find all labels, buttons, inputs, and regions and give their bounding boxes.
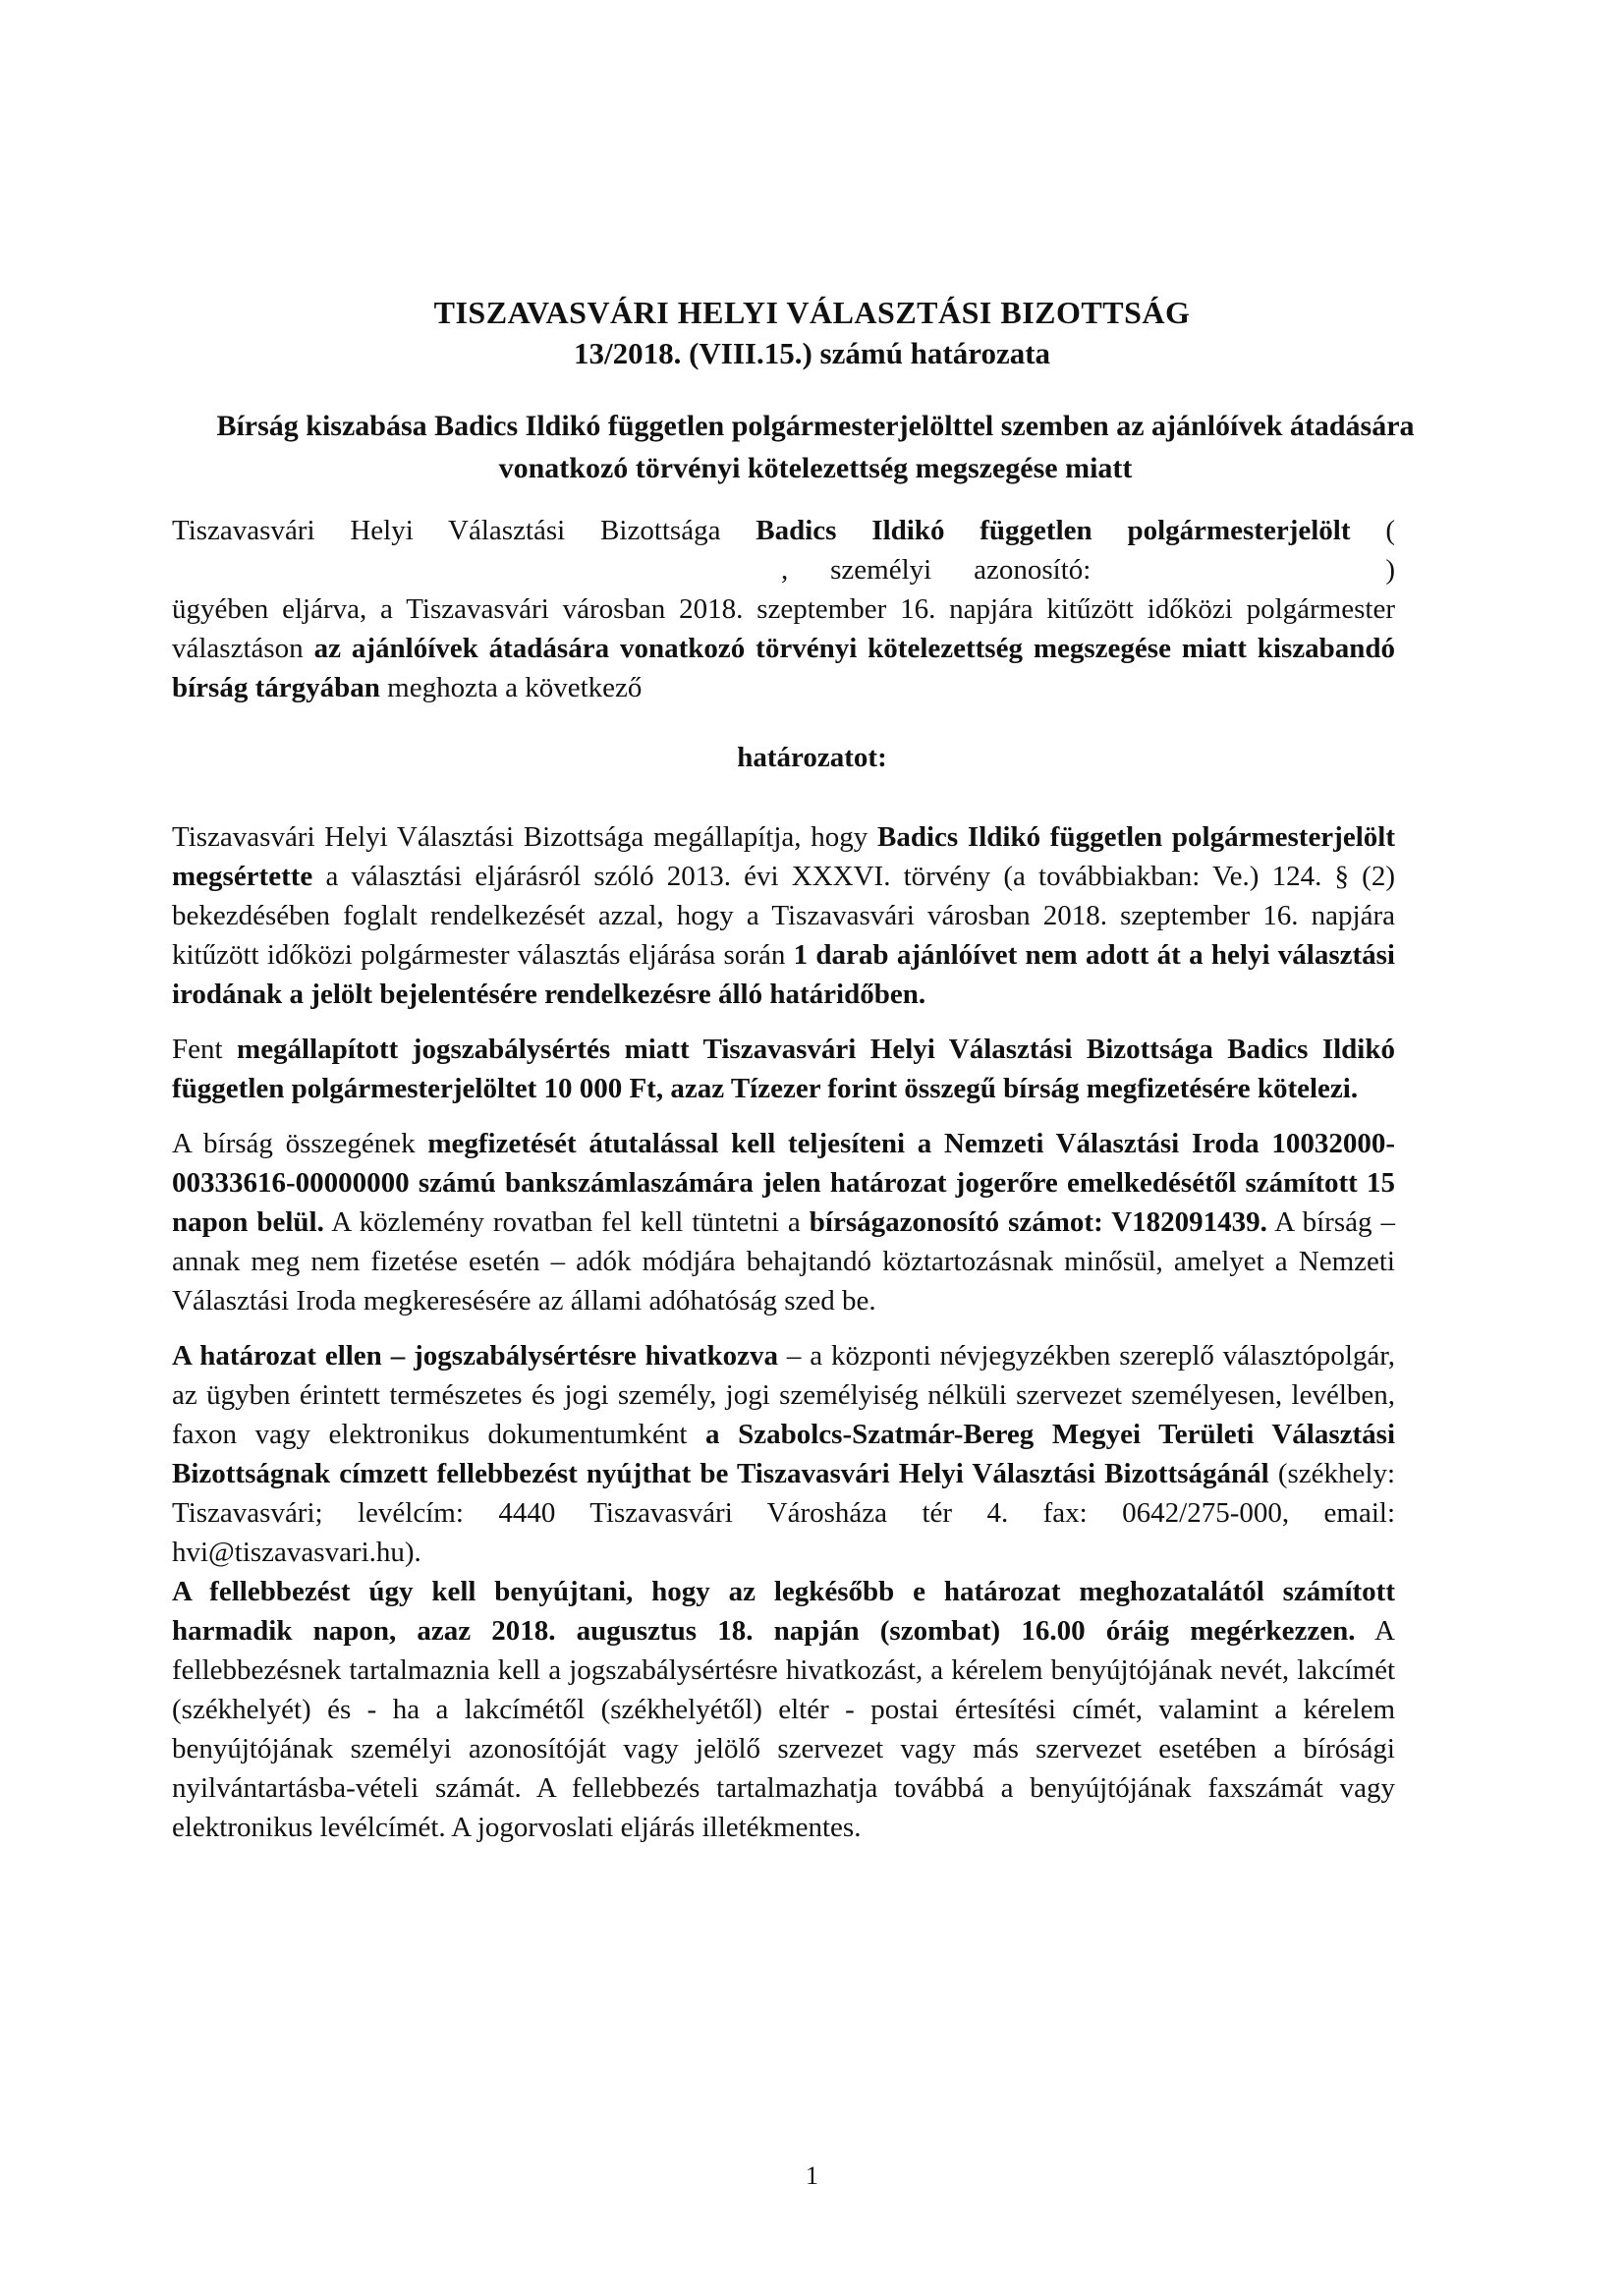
p3-text-1: A bírság összegének	[172, 1128, 428, 1159]
p4-text-1: – a központi névjegyzékben szereplő választópolgár, az ügyben érintett természetes és jogi személy, jogi személyiség nélküli szervezet személyesen, levélben, faxon vagy elektronikus dokumentumként	[172, 1340, 1395, 1450]
p3-bold-2: bírságazonosító számot: V182091439.	[809, 1206, 1267, 1238]
intro-text-4: ) ügyében eljárva, a Tiszavasvári városban 2018. szeptember 16. napjára kitűzött időközi polgármester választáson	[172, 554, 1395, 664]
intro-bold-2: az ajánlóívek átadására vonatkozó törvényi kötelezettség megszegése miatt kiszabandó bírság tárgyában	[172, 633, 1396, 703]
paragraph-appeal	[172, 1336, 1395, 1572]
p3-text-2: A közlemény rovatban fel kell tüntetni a	[323, 1206, 810, 1238]
p3-bold-1: megfizetését átutalással kell teljesíteni a Nemzeti Választási Iroda 10032000-00333616-00000000 számú bankszámlaszámára jelen határozat jogerőre emelkedésétől számított 15 napon belül.	[172, 1128, 1395, 1238]
resolution-body	[172, 817, 1395, 1863]
paragraph-finding	[172, 817, 1395, 1014]
paragraph-deadline	[172, 1572, 1395, 1847]
committee-title: TISZAVASVÁRI HELYI VÁLASZTÁSI BIZOTTSÁG	[433, 295, 1191, 330]
p5-text-1: A fellebbezésnek tartalmaznia kell a jogszabálysértésre hivatkozást, a kérelem benyújtójának nevét, lakcímét (székhelyét) és - ha a lakcímétől (székhelyétől) eltér - postai értesítési címét, valamint a kérelem benyújtójának személyi azonosítóját vagy jelölő szervezet vagy más szervezet esetében a bírósági nyilvántartásba-vételi számát. A fellebbezés tartalmazhatja továbbá a benyújtójának faxszámát vagy elektronikus levélcímét. A jogorvoslati eljárás illetékmentes.	[172, 1615, 1395, 1843]
paragraph-fine	[172, 1030, 1395, 1108]
p1-text-2: a választási eljárásról szóló 2013. évi XXXVI. törvény (a továbbiakban: Ve.) 124. § (2) bekezdésében foglalt rendelkezését azzal, hogy a Tiszavasvári városban 2018. szeptember 16. napjára kitűzött időközi polgármester választás eljárása során	[172, 861, 1395, 971]
p5-bold-1: A fellebbezést úgy kell benyújtani, hogy az legkésőbb e határozat meghozatalától számított harmadik napon, azaz 2018. augusztus 18. napján (szombat) 16.00 óráig megérkezzen.	[172, 1576, 1395, 1647]
intro-text-3: , személyi azonosító:	[781, 554, 1092, 586]
p1-bold-1: Badics Ildikó független polgármesterjelölt megsértette	[172, 821, 1395, 892]
intro-paragraph	[172, 511, 1395, 723]
intro-text-5: meghozta a következő	[379, 672, 643, 703]
p2-text-1: Fent	[172, 1034, 238, 1065]
p4-bold-1: A határozat ellen – jogszabálysértésre hivatkozva	[172, 1340, 778, 1372]
resolution-subject: Bírság kiszabása Badics Ildikó független polgármesterjelölttel szemben az ajánlóívek átadására vonatkozó törvényi kötelezettség megszegése miatt	[216, 410, 1415, 484]
page-number: 1	[806, 2161, 818, 2190]
paragraph-payment	[172, 1124, 1395, 1320]
intro-text-2: (	[1350, 515, 1395, 546]
resolution-number: 13/2018. (VIII.15.) számú határozata	[573, 336, 1051, 370]
verdict-heading: határozatot:	[737, 742, 887, 773]
p1-text-1: Tiszavasvári Helyi Választási Bizottsága megállapítja, hogy	[172, 821, 877, 853]
intro-bold-1: Badics Ildikó független polgármesterjelölt	[756, 515, 1351, 546]
p1-bold-2: 1 darab ajánlóívet nem adott át a helyi választási irodának a jelölt bejelentésére rendelkezésre álló határidőben.	[172, 939, 1395, 1010]
p4-text-2: (székhely: Tiszavasvári; levélcím: 4440 Tiszavasvári Városháza tér 4. fax: 0642/275-000, email: hvi@tiszavasvari.hu).	[172, 1458, 1396, 1568]
p4-bold-2: a Szabolcs-Szatmár-Bereg Megyei Területi Választási Bizottságnak címzett fellebbezést nyújthat be Tiszavasvári Helyi Választási Bizottságánál	[172, 1419, 1395, 1489]
p2-bold-1: megállapított jogszabálysértés miatt Tiszavasvári Helyi Választási Bizottsága Badics Ildikó független polgármesterjelöltet 10 000 Ft, azaz Tízezer forint összegű bírság megfizetésére kötelezi.	[172, 1034, 1395, 1104]
intro-text-1: Tiszavasvári Helyi Választási Bizottsága	[172, 515, 756, 546]
p3-text-3: A bírság – annak meg nem fizetése esetén – adók módjára behajtandó köztartozásnak minősül, amelyet a Nemzeti Választási Iroda megkeresésére az állami adóhatóság szed be.	[172, 1206, 1395, 1316]
